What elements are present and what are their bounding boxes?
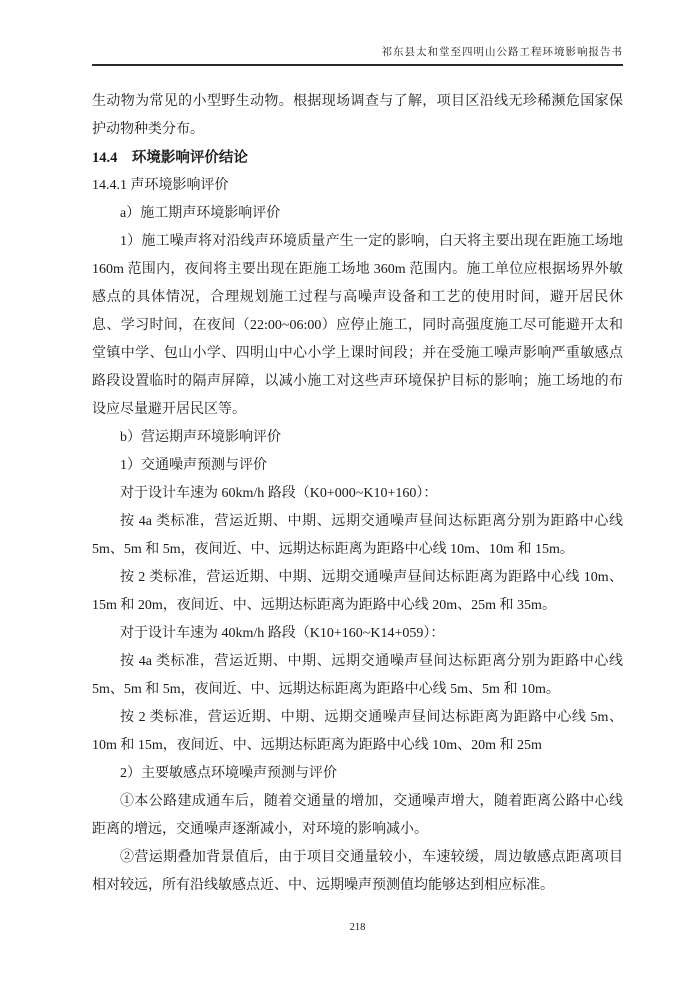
paragraph: 对于设计车速为 60km/h 路段（K0+000~K10+160）： (120, 486, 438, 501)
page-footer (92, 921, 623, 935)
paragraph: ①本公路建成通车后，随着交通量的增加，交通噪声增大，随着距离公路中心线距离的增远，交通噪声逐渐减小，对环境的影响减小。 (92, 794, 623, 837)
subsection-heading: 14.4.1 声环境影响评价 (92, 178, 229, 193)
paragraph: 按 2 类标准，营运近期、中期、远期交通噪声昼间达标距离为距路中心线 10m、15m 和 20m，夜间近、中、远期达标距离为距路中心线 20m、25m 和 35m。 (92, 570, 623, 613)
header-title: 祁东县太和堂至四明山公路工程环境影响报告书 (381, 47, 623, 58)
page-number: 218 (349, 922, 366, 933)
paragraph: 1）施工噪声将对沿线声环境质量产生一定的影响，白天将主要出现在距施工场地 160m 范围内，夜间将主要出现在距施工场地 360m 范围内。施工单位应根据场界外敏感点的具体情况，合理规划施工过程与高噪声设备和工艺的使用时间，避开居民休息、学习时间，在夜间（22:00~06:00）应停止施工，同时高强度施工尽可能避开太和堂镇中学、包山小学、四明山中心小学上课时间段；并在受施工噪声影响严重敏感点路段设置临时的隔声屏障，以减小施工对这些声环境保护目标的影响；施工场地的布设应尽量避开居民区等。 (92, 234, 623, 417)
paragraph: 1）交通噪声预测与评价 (120, 458, 267, 473)
paragraph: 按 4a 类标准，营运近期、中期、远期交通噪声昼间达标距离分别为距路中心线 5m、5m 和 5m，夜间近、中、远期达标距离为距路中心线 10m、10m 和 15m。 (92, 514, 623, 557)
page-header (92, 46, 623, 66)
paragraph: 对于设计车速为 40km/h 路段（K10+160~K14+059）： (120, 626, 445, 641)
paragraph: ②营运期叠加背景值后，由于项目交通量较小，车速较缓，周边敏感点距离项目相对较远，所有沿线敏感点近、中、远期噪声预测值均能够达到相应标准。 (92, 850, 623, 893)
paragraph: 2）主要敏感点环境噪声预测与评价 (120, 766, 337, 781)
paragraph: a）施工期声环境影响评价 (120, 206, 281, 221)
paragraph: 按 4a 类标准，营运近期、中期、远期交通噪声昼间达标距离分别为距路中心线 5m、5m 和 5m，夜间近、中、远期达标距离为距路中心线 5m、5m 和 10m。 (92, 654, 623, 697)
section-heading: 14.4 环境影响评价结论 (92, 150, 248, 166)
paragraph: b）营运期声环境影响评价 (120, 430, 281, 445)
paragraph: 生动物为常见的小型野生动物。根据现场调查与了解，项目区沿线无珍稀濒危国家保护动物种类分布。 (92, 94, 623, 137)
paragraph: 按 2 类标准，营运近期、中期、远期交通噪声昼间达标距离为距路中心线 5m、10m 和 15m，夜间近、中、远期达标距离为距路中心线 10m、20m 和 25m (92, 710, 623, 753)
document-body (92, 88, 623, 900)
